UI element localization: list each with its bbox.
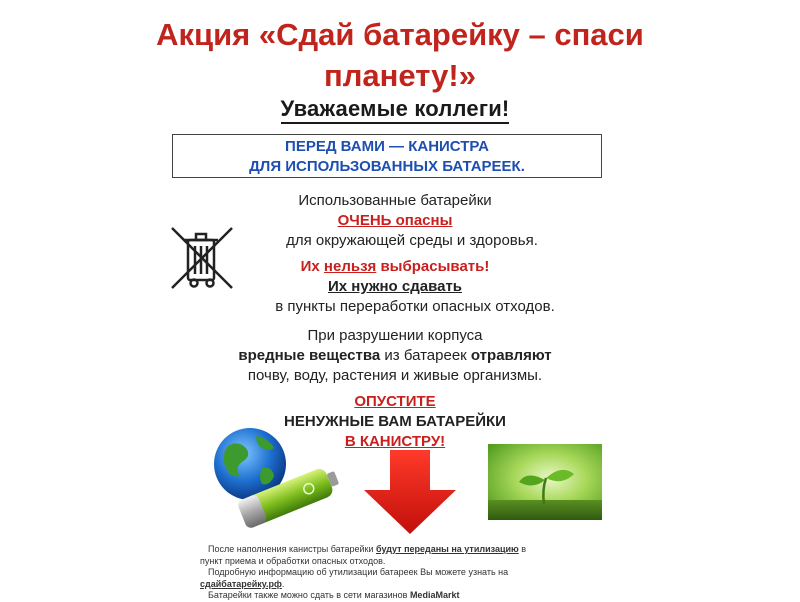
slide-title-line-2: планету!» xyxy=(324,58,476,93)
rule-line-2: Их нужно сдавать xyxy=(327,278,463,295)
danger-line-3: для окружающей среды и здоровья. xyxy=(286,232,538,249)
down-arrow-icon xyxy=(360,450,460,534)
footer-line-3: Подробную информацию об утилизации батареек Вы можете узнать на xyxy=(208,567,509,577)
footer-line-2: пункт приема и обработки опасных отходов. xyxy=(200,555,386,566)
poster-footer xyxy=(200,544,620,602)
danger-line-1: Использованные батарейки xyxy=(298,192,492,209)
site-link[interactable]: сдайбатарейку.рф xyxy=(200,578,282,589)
cta-line-3: В КАНИСТРУ! xyxy=(344,433,446,450)
harm-line-2: вредные вещества из батареек отравляют xyxy=(238,347,552,364)
harm-line-1: При разрушении корпуса xyxy=(307,327,483,344)
globe-with-battery-icon xyxy=(198,424,348,534)
poster-heading: Уважаемые коллеги! xyxy=(160,96,630,122)
sprout-icon xyxy=(488,444,602,520)
footer-line-4: сдайбатарейку.рф. xyxy=(200,578,285,589)
harm-line-3: почву, воду, растения и живые организмы. xyxy=(247,367,543,384)
poster xyxy=(160,94,630,600)
footer-line-1: После наполнения канистры батарейки будут переданы на утилизацию в xyxy=(208,544,527,554)
rule-line-3: в пункты переработки опасных отходов. xyxy=(275,298,555,315)
sprout-photo xyxy=(488,444,602,520)
notice-line-2: ДЛЯ ИСПОЛЬЗОВАННЫХ БАТАРЕЕК. xyxy=(249,158,525,175)
notice-box xyxy=(172,134,602,178)
notice-line-1: ПЕРЕД ВАМИ — КАНИСТРА xyxy=(285,138,489,155)
footer-line-5: Батарейки также можно сдать в сети магазинов MediaMarkt xyxy=(208,590,460,600)
cta-line-2: НЕНУЖНЫЕ ВАМ БАТАРЕЙКИ xyxy=(284,413,506,430)
danger-line-2: ОЧЕНЬ опасны xyxy=(337,212,453,229)
slide-title xyxy=(0,14,800,96)
rule-line-1: Их нельзя выбрасывать! xyxy=(300,258,490,275)
cta-line-1: ОПУСТИТЕ xyxy=(354,393,436,410)
slide-title-line-1: Акция «Сдай батарейку – спаси xyxy=(156,17,644,52)
rule-forbidden-word: нельзя xyxy=(323,258,377,275)
